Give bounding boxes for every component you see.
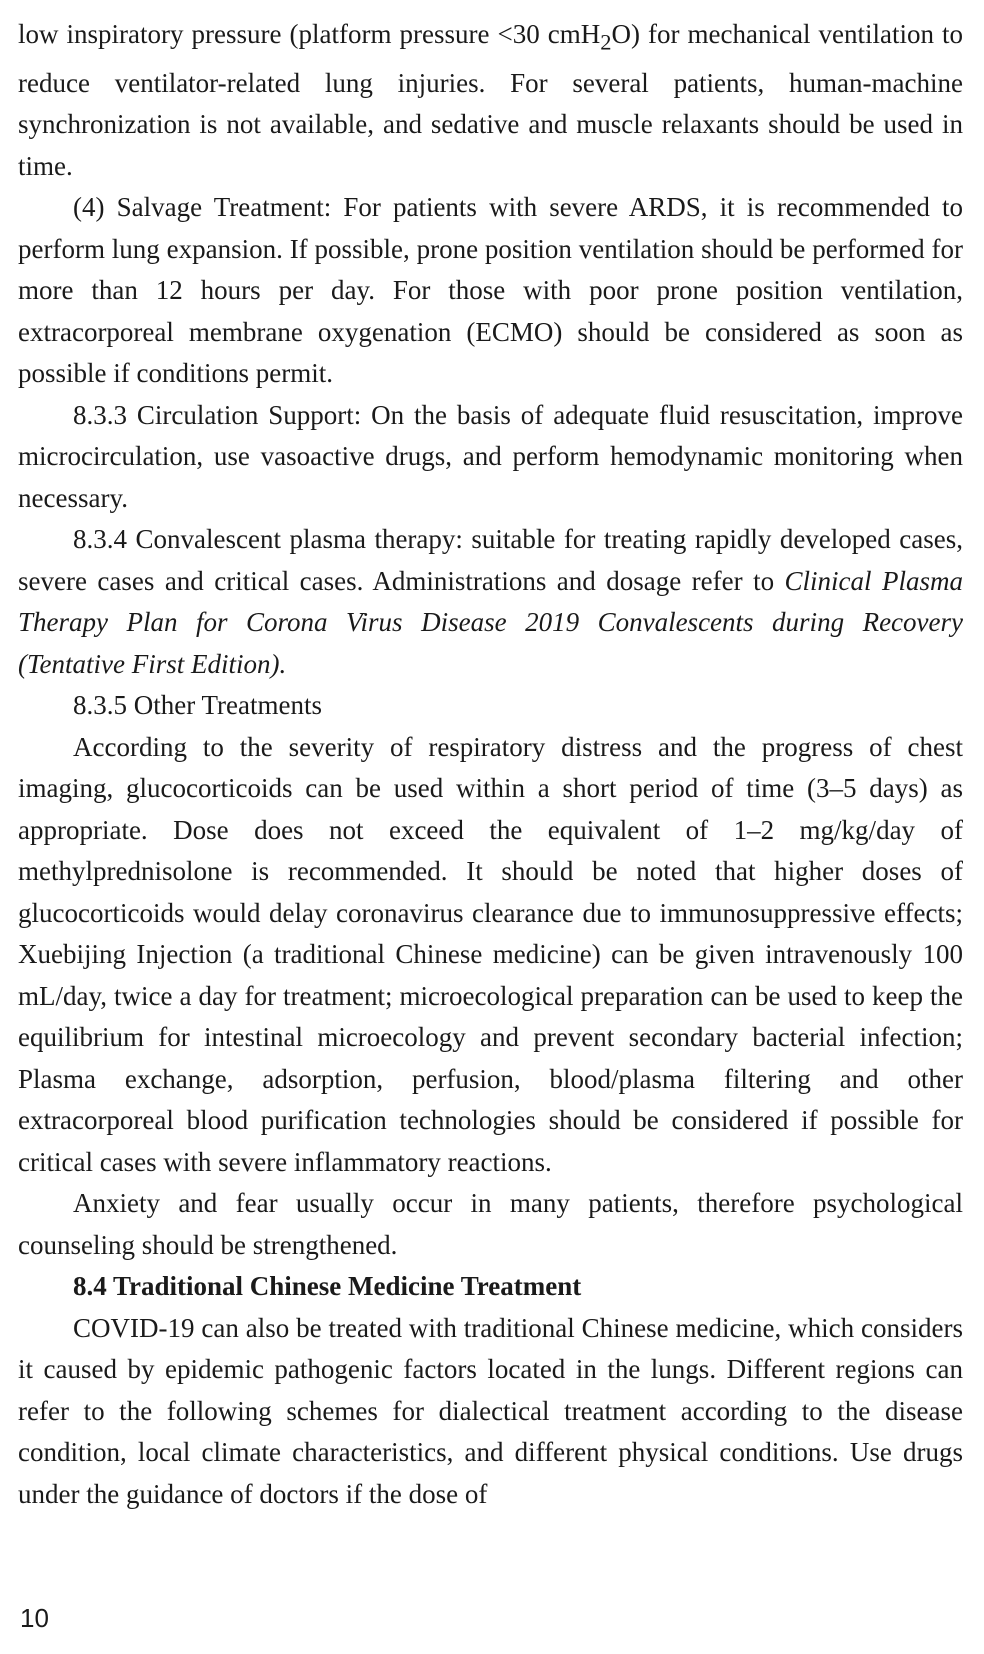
section-heading-tcm: 8.4 Traditional Chinese Medicine Treatment — [73, 1271, 582, 1302]
paragraph-circulation-support: 8.3.3 Circulation Support: On the basis of adequate fluid resuscitation, improve microcirculation, use vasoactive drugs, and perform hemodynamic monitoring when necessary. — [18, 399, 963, 513]
paragraph-glucocorticoids: According to the severity of respiratory distress and the progress of chest imaging, glucocorticoids can be used within a short period of time (3–5 days) as appropriate. Dose does not exceed the equivalent of 1–2 mg/kg/day of methylprednisolone is recommended. It should be noted that higher doses of glucocorticoids would delay coronavirus clearance due to immunosuppressive effects; Xuebijing Injection (a traditional Chinese medicine) can be given intravenously 100 mL/day, twice a day for treatment; microecological preparation can be used to keep the equilibrium for intestinal microecology and prevent secondary bacterial infection; Plasma exchange, adsorption, perfusion, blood/plasma filtering and other extracorporeal blood purification technologies should be considered if possible for critical cases with severe inflammatory reactions. — [18, 731, 963, 1177]
paragraph-salvage-treatment: (4) Salvage Treatment: For patients with severe ARDS, it is recommended to perform lung expansion. If possible, prone position ventilation should be performed for more than 12 hours per day. For those with poor prone position ventilation, extracorporeal membrane oxygenation (ECMO) should be considered as soon as possible if conditions permit. — [18, 192, 963, 389]
subscript-2: 2 — [600, 29, 612, 55]
paragraph-convalescent-plasma — [18, 519, 963, 685]
subheading-other-treatments: 8.3.5 Other Treatments — [73, 690, 322, 721]
paragraph-text: O) for mechanical ventilation to reduce ventilator-related lung injuries. For several patients, human-machine synchronization is not available, and sedative and muscle relaxants should be used in time. — [18, 19, 963, 181]
paragraph-text: 8.3.4 Convalescent plasma therapy: suitable for treating rapidly developed cases, severe cases and critical cases. Administrations and dosage refer to — [18, 524, 963, 596]
page-number: 10 — [20, 1603, 49, 1633]
paragraph-psychological-counseling: Anxiety and fear usually occur in many patients, therefore psychological counseling should be strengthened. — [18, 1188, 963, 1260]
plan-reference: Clinical Plasma Therapy Plan for Corona Virus Disease 2019 Convalescents during Recovery (Tentative First Edition). — [18, 565, 964, 679]
paragraph-mechanical-ventilation — [18, 14, 963, 187]
page-body — [18, 14, 963, 1515]
paragraph-tcm: COVID-19 can also be treated with traditional Chinese medicine, which considers it caused by epidemic pathogenic factors located in the lungs. Different regions can refer to the following schemes for dialectical treatment according to the disease condition, local climate characteristics, and different physical conditions. Use drugs under the guidance of doctors if the dose of — [18, 1312, 963, 1509]
paragraph-text: low inspiratory pressure (platform pressure <30 cmH — [18, 19, 601, 49]
